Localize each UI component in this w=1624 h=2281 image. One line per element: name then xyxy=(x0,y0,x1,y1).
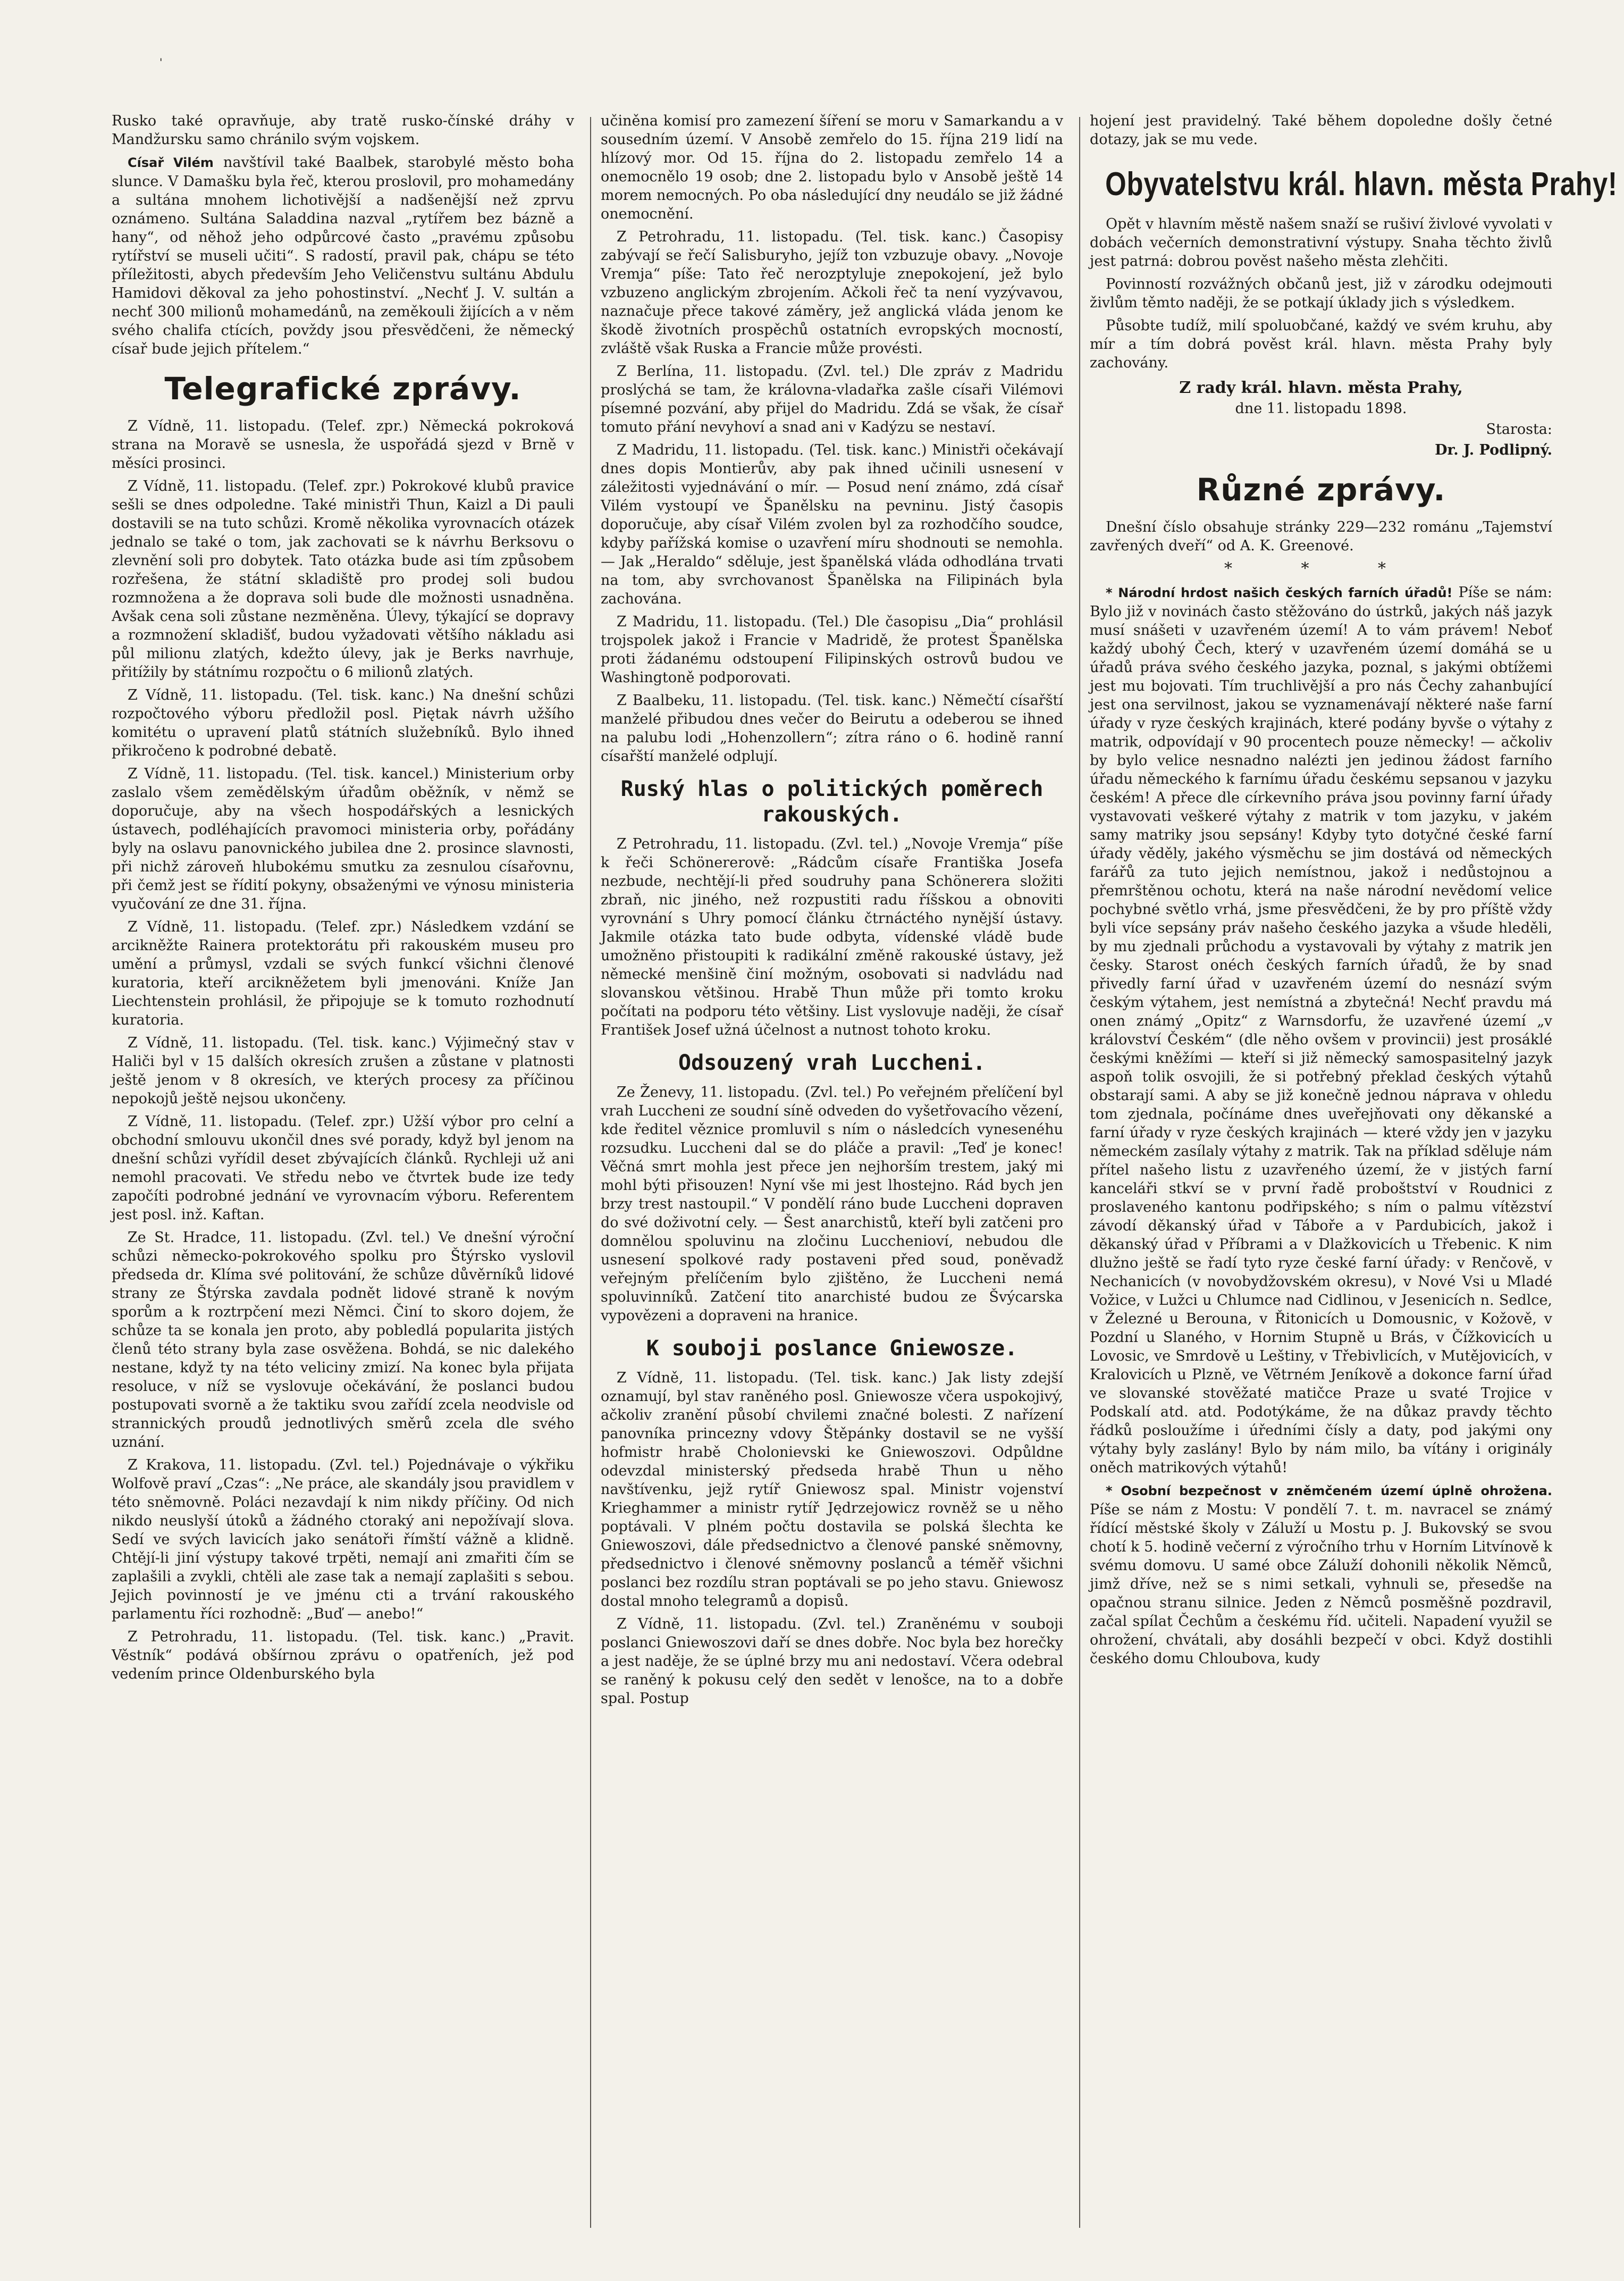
column-1 xyxy=(112,112,574,2233)
signature-council: Z rady král. hlavn. města Prahy, xyxy=(1179,379,1463,397)
item-lead: * Osobní bezpečnost v zněmčeném území úplně ohrožena. xyxy=(1106,1483,1552,1498)
paragraph: Dnešní číslo obsahuje stránky 229—232 románu „Tajemství zavřených dveří“ od A. K. Greenové. xyxy=(1090,519,1552,554)
news-item: Z Vídně, 11. listopadu. (Tel. tisk. kanc.) Na dnešní schůzi rozpočtového výboru předložil posl. Piętak návrh užšího komitétu o upravení platů státních služebníků. Bylo ihned přikročeno k podrobné debatě. xyxy=(112,687,574,759)
news-item: učiněna komisí pro zamezení šíření se moru v Samarkandu a v sousedním území. V Ansobě zemřelo do 15. října 219 lidí na hlízový mor. Od 15. října do 2. listopadu zemřelo 14 a onemocnělo 19 osob; dne 2. listopadu bylo v Ansobě ještě 14 morem nemocných. Po oba následující dny neudálo se již žádné onemocnění. xyxy=(601,113,1063,222)
paragraph-text: navštívil také Baalbek, starobylé město boha slunce. V Damašku byla řeč, kterou proslovil, pro mohamedány a sultána mnohem lichotivější a nadšenější než zprvu oznámeno. Sultána Saladdina nazval „rytířem bez bázně a hany“, od něhož jeho odpůrcové často „pravému způsobu rytířství se museli učiti“. S radostí, pravil pak, chápu se této příležitosti, abych především Jeho Veličenstvu sultánu Abdulu Hamidovi děkoval za jeho pohostinství. „Nechť J. V. sultán a nechť 300 milionů mohamedánů, na zeměkouli žijících a v něm svého chalifa ctících, povždy jsou přesvědčeni, že německý císař bude jejich přítelem.“ xyxy=(112,154,574,357)
signature-name: Dr. J. Podlipný. xyxy=(1435,442,1552,458)
news-item: Z Baalbeku, 11. listopadu. (Tel. tisk. kanc.) Němečtí císařští manželé přibudou dnes večer do Beirutu a odeberou se ihned na palubu lodi „Hohenzollern“; zítra ráno o 6. hodině ranní císařští manželé odplují. xyxy=(601,692,1063,765)
newspaper-page xyxy=(112,112,1618,2233)
proclamation-paragraph: Působte tudíž, milí spoluobčané, každý ve svém kruhu, aby mír a tím dobrá pověst král. hlavn. města Prahy byly zachovány. xyxy=(1090,317,1552,371)
proclamation-paragraph: Opět v hlavním městě našem snaží se rušiví živlové vyvolati v dobách večerních demonstrativní výstupy. Snaha těchto živlů jest patrná: dobrou pověst našeho města zlehčiti. xyxy=(1090,216,1552,270)
column-rule xyxy=(590,117,591,2228)
page-mark: ' xyxy=(159,56,163,69)
news-item: Z Vídně, 11. listopadu. (Tel. tisk. kancel.) Ministerium orby zaslalo všem zemědělským úřadům oběžník, v němž se doporučuje, aby na všech hospodářských a lesnických ústavech, podléhajících pravomoci ministeria orby, pořádány byly na oslavu panovnického jubilea dne 2. prosince slavnosti, při nichž zároveň hlubokému smutku za zesnulou císařovnu, při čemž jest se řídití pokyny, obsaženými ve výnosu ministeria vyučování ze dne 31. října. xyxy=(112,766,574,912)
news-item: Z Vídně, 11. listopadu. (Telef. zpr.) Německá pokroková strana na Moravě se usnesla, že uspořádá sjezd v Brně v měsíci prosinci. xyxy=(112,418,574,472)
news-item: Z Vídně, 11. listopadu. (Telef. zpr.) Užší výbor pro celní a obchodní smlouvu ukončil dnes své porady, když byl jenom na dnešní schůzi vyřídil deset zbývajících článků. Rychleji už ani nemohl pracovati. Ve středu nebo ve čtvrtek bude ize tedy započíti podrobné jednání ve vyrovnacím výboru. Referentem jest posl. inž. Kaftan. xyxy=(112,1113,574,1223)
news-item: Z Krakova, 11. listopadu. (Zvl. tel.) Pojednávaje o výkřiku Wolfově praví „Czas“: „Ne práce, ale skandály jsou pravidlem v této sněmovně. Poláci nezavdají k nim nikdy příčiny. Od nich nikdo neuslyší útoků a žádného ctoraký ani nepožívají slova. Sedí ve svých lavicích jako senátoři římští vážně a klidně. Chtějí-li jiní výstupy takové trpěti, nemají ani zmařiti čím se zaplašili a zvykli, chtěli ale zase tak a nemají zaplašiti s sebou. Jejich povinností je ve jménu cti a trvání rakouského parlamentu říci rozhodně: „Buď — anebo!“ xyxy=(112,1457,574,1622)
separator-stars: * * * xyxy=(1224,559,1418,578)
news-item: Z Vídně, 11. listopadu. (Telef. zpr.) Pokrokové klubů pravice sešli se dnes odpoledne. Také ministři Thun, Kaizl a Di pauli dostavili se na tuto schůzi. Kromě několika vyrovnacích otázek jednalo se také o tom, jak zachovati se k návrhu Berksovu o zlevnění soli pro dobytek. Tato otázka bude asi tím způsobem rozřešena, že státní skladiště pro prodej soli budou rozmnožena a že doprava soli bude dle možnosti usnadněna. Avšak cena soli zůstane nezměněna. Úlevy, týkající se dopravy a rozmnožení skladišť, budou vyžadovati většího nákladu asi půl milionu zlatých, kdežto úlevy, jak je Berks navrhuje, přitížily by státnímu rozpočtu o 6 milionů zlatých. xyxy=(112,478,574,681)
signature-title: Starosta: xyxy=(1486,421,1552,438)
section-heading-russian-voice: Ruský hlas o politických poměrech rakouských. xyxy=(620,777,1044,827)
signature-date: dne 11. listopadu 1898. xyxy=(1235,400,1407,417)
proclamation-heading: Obyvatelstvu král. hlavn. města Prahy! xyxy=(1105,166,1618,203)
lead-name: Císař Vilém xyxy=(128,155,214,170)
item-lead: * Národní hrdost našich českých farních úřadů! xyxy=(1106,585,1453,600)
news-item: Z Vídně, 11. listopadu. (Tel. tisk. kanc.) Jak listy zdejší oznamují, byl stav raněného posl. Gniewosze včera uspokojivý, ačkoliv zranění působí chvilemi značné bolesti. Z nařízení panovníka princezny vdovy Štěpánky dostavil se ne vyšší hofmistr hrabě Cholonievski ke Gniewoszovi. Odpůldne odevzdal ministerský předseda hrabě Thun u něho navštívenku, jejž rytíř Gniewosz spal. Ministr vojenství Krieghammer a ministr rytíř Jędrzejowicz rovněž se u něho poptávali. V plném počtu dostavila se polská šlechta ke Gniewoszovi, dále předsednictvo a členové panské sněmovny, předsednictvo i členové sněmovny poslanců a téměř všichni poslanci bez rozdílu stran poptávali se po jeho stavu. Gniewosz dostal mnoho telegramů a dopisů. xyxy=(601,1370,1063,1609)
news-item xyxy=(1090,1481,1552,1668)
news-item: Z Petrohradu, 11. listopadu. (Tel. tisk. kanc.) „Pravit. Věstník“ podává obšírnou zprávu o opatřeních, jež pod vedením prince Oldenburského byla xyxy=(112,1629,574,1682)
news-item: Z Vídně, 11. listopadu. (Telef. zpr.) Následkem vzdání se arcikněžte Rainera protektorátu při rakouském museu pro umění a průmysl, vzdali se svých funkcí všichni členové kuratoria, kteří arcikněžetem byli jmenováni. Kníže Jan Liechtenstein prohlásil, že připojuje se k tomuto rozhodnutí kuratoria. xyxy=(112,919,574,1028)
news-item-text: Píše se nám z Mostu: V pondělí 7. t. m. navracel se známý řídící městské školy v Záluží u Mostu p. J. Bukovský se svou chotí k 5. hodině večerní z výročního trhu v Horním Litvínově k svému domovu. U samé obce Záluží dohonili několik Němců, jimž dříve, než se s nimi setkali, vyhnuli se, přesedše na opačnou stranu silnice. Jeden z Němců posměšně pozdravil, začal spílat Čechům a českému říd. učiteli. Napadení využil se ohrožení, chvátali, aby dosáhli bezpečí v obci. Když dostihli českého domu Chloubova, kudy xyxy=(1090,1502,1552,1667)
news-item: Z Vídně, 11. listopadu. (Zvl. tel.) Zraněnému v souboji poslanci Gniewoszovi daří se dnes dobře. Noc byla bez horečky a jest naděje, že se úplné brzy mu ani nedostaví. Včera odebral se raněný k pokusu celý den sedět v lenošce, na to a dobře spal. Postup xyxy=(601,1616,1063,1707)
column-2 xyxy=(601,112,1063,2233)
column-3 xyxy=(1090,112,1618,2233)
proclamation-paragraph: Povinností rozvážných občanů jest, již v zárodku odejmouti živlům těmto naději, že se potkají úklady jich s výsledkem. xyxy=(1090,276,1552,311)
section-heading-duel: K souboji poslance Gniewosze. xyxy=(646,1336,1018,1361)
news-item: Ze St. Hradce, 11. listopadu. (Zvl. tel.) Ve dnešní výroční schůzi německo-pokrokového spolku pro Štýrsko vyslovil předseda dr. Klíma své politování, že schůze důvěrníků lidové strany ze Štýrska zavdala podnět lidové straně k novým sporům a k roztrpčení mezi Němci. Činí to skoro dojem, že schůze ta se konala jen proto, aby pobledlá popularita jistých členů této strany byla zase osvěžena. Bohdá, se nic dalekého nestane, když ty na této veliciny zmizí. Na konec byla přijata resoluce, v níž se vyslovuje očekávání, že poslanci budou postupovati svorně a že taktiku svou zařídí zcela neodvisle od strannických proudů jednotlivých směrů zcela dle svého uznání. xyxy=(112,1229,574,1450)
news-item: Z Vídně, 11. listopadu. (Tel. tisk. kanc.) Výjimečný stav v Haliči byl v 15 dalších okresích zrušen a zůstane v platnosti ještě jenom v 8 okresích, ve kterých procesy za příčinou nepokojů ještě nejsou ukončeny. xyxy=(112,1035,574,1107)
column-rule xyxy=(1079,117,1080,2228)
section-heading-telegraphic: Telegrafické zprávy. xyxy=(164,371,521,407)
section-heading-luccheni: Odsouzený vrah Luccheni. xyxy=(678,1051,986,1075)
news-item: Z Petrohradu, 11. listopadu. (Tel. tisk. kanc.) Časopisy zabývají se řečí Salisburyho, jejíž ton vzbuzuje obavy. „Novoje Vremja“ píše: Tato řeč nerozptyluje znepokojení, jež bylo vzbuzeno anglickým zbrojením. Ačkoli řeč ta není vyzývavou, naznačuje přece takové záměry, jež anglická vláda jenom ke škodě životních prospěchů ostatních evropských mocností, zvláště však Ruska a Francie může provésti. xyxy=(601,229,1063,357)
news-item: Z Madridu, 11. listopadu. (Tel. tisk. kanc.) Ministři očekávají dnes dopis Montierův, aby pak ihned učinili usnesení v záležitosti vyjednávání o mír. — Posud není známo, zdá císař Vilém vystoupí ve Španělsku na pevninu. Jistý časopis doporučuje, aby císař Vilém zvolen byl za rozhodčího soudce, kdyby pařížská komise o uzavření míru shodnouti se nemohla. — Jak „Heraldo“ sděluje, jest španělská vláda odhodlána trvati na tom, aby svrchovanost Španělska na Filipinách byla zachována. xyxy=(601,442,1063,607)
news-item: Z Madridu, 11. listopadu. (Tel.) Dle časopisu „Dia“ prohlásil trojspolek jakož i Francie v Madridě, že protest Španělska proti žádanému odstoupení Filipinských ostrovů budou ve Washingtoně podporovati. xyxy=(601,614,1063,686)
news-item-text: Píše se nám: Bylo již v novinách často stěžováno do ústrků, jakých náš jazyk musí snášeti v uzavřeném území! A to vám právem! Neboť každý ubohý Čech, který v uzavřeném území domáhá se u úřadů práva svého českého jazyka, poznal, s jakými obtížemi jest mu bojovati. Tím truchlivější a pro nás Čechy zahanbující jest ona servilnost, jakou se vyznamenávají některé naše farní úřady v ryze českých krajinách, které podány byvše o výtahy z matrik, odpovídají v 90 procentech pouze německy! — ačkoliv by bylo velice nesnadno nalézti jen jedinou žádost farního úřadu německého k farnímu úřadu českému sepsanou v jazyku českém! A přece dle církevního práva jsou povinny farní úřady vystavovati veškeré výtahy z matrik v tom jazyku, v jakém samy matriky jsou sepsány! Kdyby tyto dotyčné české farní úřady věděly, jakého výsměchu se jim dostává od německých farářů za tuto jejich nemístnou, jakož i nedůstojnou a přemrštěnou ochotu, která na naše národní nevědomí velice pochybné světlo vrhá, jsme přesvědčeni, že by pro příště vždy byli více sepsány práv našeho českého jazyka a všude hleděli, by mu zjednali průchodu a vystavovali by výtahy z matrik jen česky. Starost onéch českých farních úřadů, že by snad přivedly farní úřad v uzavřeném území do nesnází svým českým výtahem, jest nemístná a zbytečná! Nechť pravdu má onen známý „Opitz“ z Warnsdorfu, že uzavřené území „v království Českém“ (dle něho ovšem v provincii) jest prosáklé českými kněžími — kteří si již německý samospasitelný jazyk aspoň tolik osvojili, že si potřebný překlad českých výtahů obstarají sami. A aby se již konečně jednou náprava v ohledu tom zjednala, počínáme dnes uveřejňovati ony děkanské a farní úřady v ryze českých krajinách — které vždy jen v jazyku německém zasílaly výtahy z matrik. Tak na příklad sděluje nám přítel našeho listu z uzavřeného území, že v jistých farní kanceláři stkví se v první řadě proboštství v Roudnici z proslaveného kantonu podřipského; s ním o palmu vítězství závodí děkanský úřad v Táboře a v Pardubicích, jakož i děkanský úřad v Příbrami a v Dlažkovicích u Třebenic. K nim dlužno ještě se řadí tyto ryze české farní úřady: v Renčově, v Nechanicích (v novobydžovském okresu), v Nové Vsi u Mladé Vožice, v Lužci u Chlumce nad Cidlinou, v Jesenicích n. Sedlce, v Železné u Berouna, v Řitonicích u Domousnic, v Kožově, v Pozdní u Slaného, v Hornim Stupně u Brás, v Čížkovicích u Lovosic, ve Smrdově u Leštiny, v Třebivlicích, v Mutějovicích, v Kralovicích u Plzně, ve Větrném Jeníkově a dokonce farní úřad ve slovanské stověžaté matičce Praze u svaté Trojice v Podskalí atd. atd. Podotýkáme, že na důkaz pravdy těchto řádků posloužíme i úředními čísly a daty, pod jakými ony výtahy byly zaslány! Bylo by nám milo, ba vítány i originály oněch matrikových výtahů! xyxy=(1090,584,1553,1476)
news-item: Ze Ženevy, 11. listopadu. (Zvl. tel.) Po veřejném přelíčení byl vrah Luccheni ze soudní síně odveden do vyšetřovacího vězení, kde ředitel věznice promluvil s ním o následcích vynesenéhu rozsudku. Luccheni dal se do pláče a pravil: „Teď je konec! Věčná smrt mohla jest přece jen nejhorším trestem, jaký mi mohl býti přisouzen! Nyní vše mi jest lhostejno. Rád bych jen brzy trest nastoupil.“ V pondělí ráno bude Luccheni dopraven do své doživotní cely. — Šest anarchistů, kteří byli zatčeni pro domnělou spoluvinu na zločinu Lucchenioví, nebudou dle usnesení spolkové rady postaveni před soud, poněvadž veřejným přelíčením bylo zjištěno, že Luccheni nemá spoluvinníků. Zatčení tito anarchisté budou ze Švýcarska vypovězeni a dopraveni na hranice. xyxy=(601,1084,1063,1324)
news-item: Z Petrohradu, 11. listopadu. (Zvl. tel.) „Novoje Vremja“ píše k řeči Schönererově: „Rádcům císaře Františka Josefa nezbude, nechtějí-li před soudruhy pana Schönerera složiti zbraň, nic jiného, než rozpustiti radu říšskou a obnoviti vyrovnání s Uhry pomocí článku čtrnáctého nynější ústavy. Jakmile otázka tato bude odbyta, vídenské vládě bude umožněno přistoupiti k radikální změně rakouské ústavy, jež německé menšině činí možným, osobovati si nadvládu nad slovanskou většinou. Hrabě Thun může při tomto kroku počítati na podporu této většiny. List vyslovuje naději, že císař František Josef užná účelnost a nutnost tohoto kroku. xyxy=(601,836,1063,1038)
section-heading-various: Různé zprávy. xyxy=(1196,472,1446,508)
paragraph xyxy=(112,153,574,358)
paragraph: hojení jest pravidelný. Také během dopoledne došly četné dotazy, jak se mu vede. xyxy=(1090,113,1552,148)
paragraph: Rusko také opravňuje, aby tratě rusko-čínské dráhy v Mandžursku samo chránilo svým vojskem. xyxy=(112,113,574,148)
news-item: Z Berlína, 11. listopadu. (Zvl. tel.) Dle zpráv z Madridu proslýchá se tam, že královna-vladařka zašle císaři Vilémovi písemné pozvání, aby přijel do Madridu. Zdá se však, že císař tomuto přání nevyhoví a snad ani v Kadýzu se nestaví. xyxy=(601,363,1063,435)
news-item xyxy=(1090,583,1552,1477)
